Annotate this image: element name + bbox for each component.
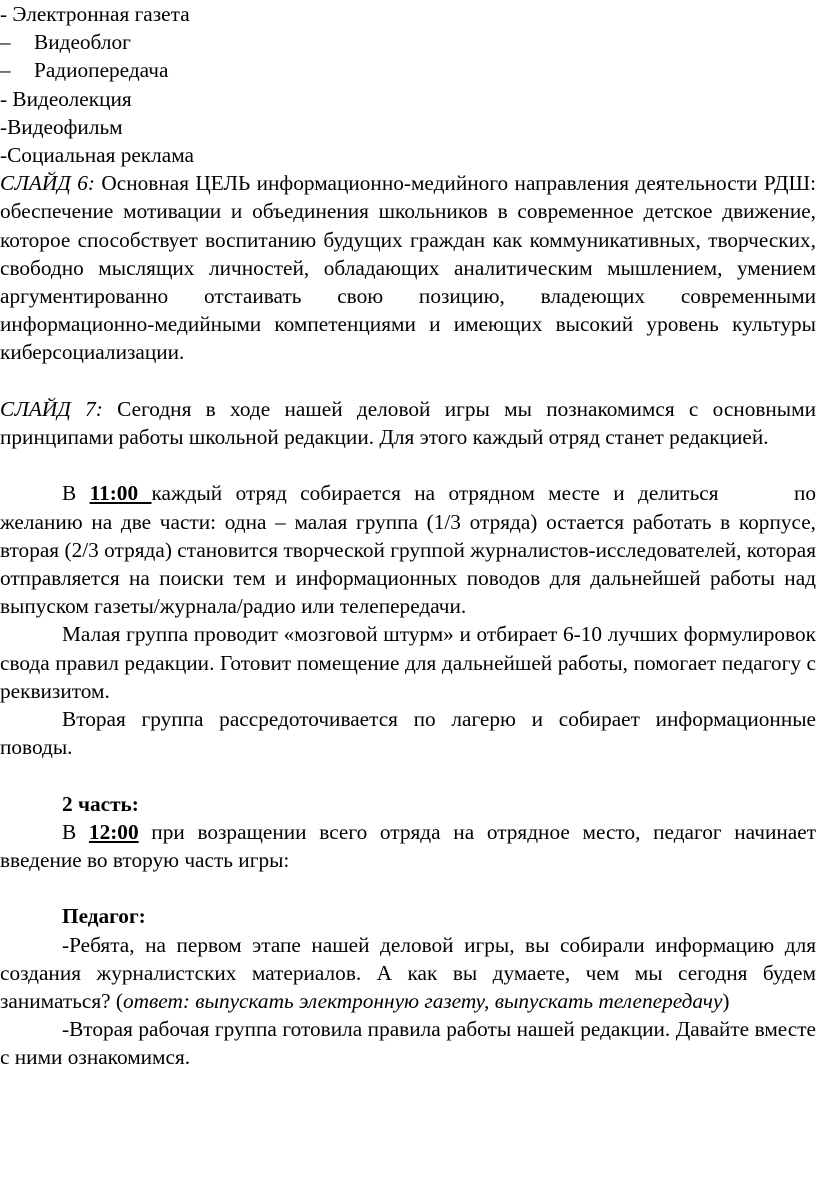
list-item bbox=[0, 56, 816, 84]
list-item bbox=[0, 85, 816, 113]
teacher-answer: ответ: выпускать электронную газету, выпускать телепередачу bbox=[123, 988, 723, 1013]
list-item-text: Радиопередача bbox=[34, 58, 169, 83]
blank-line bbox=[0, 874, 816, 902]
list-bullet: - bbox=[0, 2, 13, 26]
teacher-line-2: -Вторая рабочая группа готовила правила работы нашей редакции. Давайте вместе с ними ознакомимся. bbox=[0, 1017, 816, 1070]
list-item-text: Видеофильм bbox=[7, 114, 123, 139]
list-item-text: Социальная реклама bbox=[7, 142, 195, 167]
list-bullet: – bbox=[0, 30, 11, 55]
part2-paragraph bbox=[0, 818, 816, 874]
list-item bbox=[0, 141, 816, 169]
second-group-paragraph: Вторая группа рассредоточивается по лагерю и собирает информационные поводы. bbox=[0, 706, 816, 760]
blank-line bbox=[0, 451, 816, 479]
part2-heading: 2 часть: bbox=[62, 791, 139, 816]
small-group-paragraph: Малая группа проводит «мозговой штурм» и отбирает 6-10 лучших формулировок свода правил редакции. Готовит помещение для дальнейшей работы, помогает педагогу с реквизитом. bbox=[0, 622, 816, 703]
part2-text: при возращении всего отряда на отрядное место, педагог начинает введение во вторую часть игры: bbox=[0, 819, 816, 872]
slide6-text: Основная ЦЕЛЬ информационно-медийного направления деятельности РДШ: обеспечение мотивации и объединения школьников в современное детское движение, которое способствует воспитанию будущих граждан как коммуникативных, творческих, свободно мыслящих личностей, обладающих аналитическим мышлением, умением аргументированно отстаивать свою позицию, владеющих современными информационно-медийными компетенциями и имеющих высокий уровень культуры киберсоциализации. bbox=[0, 171, 816, 365]
format-list bbox=[0, 0, 816, 169]
blank-line bbox=[0, 761, 816, 789]
list-item bbox=[0, 28, 816, 56]
list-item bbox=[0, 0, 816, 28]
slide7-label: СЛАЙД 7: bbox=[0, 396, 103, 421]
slide6-label: СЛАЙД 6: bbox=[0, 171, 95, 196]
time-prefix: В bbox=[62, 819, 89, 844]
teacher-line-1-close: ) bbox=[722, 988, 730, 1013]
teacher-line-1-text: -Ребята, на первом этапе нашей деловой игры, вы собирали информацию для создания журналистских материалов. А как вы думаете, чем мы сегодня будем заниматься? ( bbox=[0, 932, 816, 1013]
time-prefix: В bbox=[62, 481, 90, 506]
time-1100: 11:00 bbox=[89, 481, 152, 506]
slide6-paragraph bbox=[0, 169, 816, 366]
list-item-text: Электронная газета bbox=[12, 2, 190, 26]
time-1100-text-cont: по желанию на две части: одна – малая группа (1/3 отряда) остается работать в корпусе, вторая (2/3 отряда) становится творческой группой журналистов-исследователей, которая отправляется на поиски тем и информационных поводов для дальнейшей работы над выпуском газеты/журнала/радио или телепередачи. bbox=[0, 481, 816, 619]
teacher-heading: Педагог: bbox=[62, 904, 146, 929]
slide7-paragraph bbox=[0, 395, 816, 451]
list-item-text: Видеолекция bbox=[12, 86, 132, 111]
list-bullet: - bbox=[0, 86, 13, 111]
list-bullet: – bbox=[0, 58, 11, 83]
time-1100-paragraph bbox=[0, 479, 816, 620]
slide7-text: Сегодня в ходе нашей деловой игры мы познакомимся с основными принципами работы школьной редакции. Для этого каждый отряд станет редакцией. bbox=[0, 396, 816, 449]
time-1100-text: каждый отряд собирается на отрядном месте и делиться bbox=[151, 481, 719, 506]
list-bullet: - bbox=[0, 142, 8, 167]
list-item bbox=[0, 113, 816, 141]
time-1200: 12:00 bbox=[88, 819, 139, 844]
teacher-line-1 bbox=[0, 931, 816, 1016]
list-item-text: Видеоблог bbox=[34, 30, 131, 55]
list-bullet: - bbox=[0, 114, 8, 139]
blank-line bbox=[0, 367, 816, 395]
